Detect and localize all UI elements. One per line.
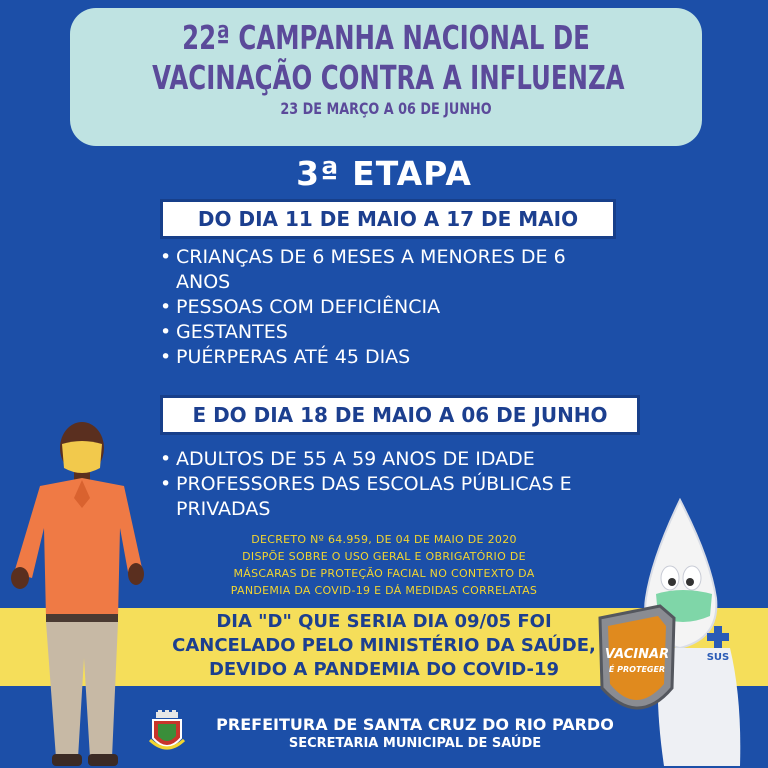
decree-line: PANDEMIA DA COVID-19 E DÁ MEDIDAS CORRELATAS xyxy=(230,584,538,597)
sus-badge: SUS xyxy=(706,652,730,663)
man-with-mask-illustration xyxy=(0,418,170,768)
campaign-title-line1: 22ª CAMPANHA NACIONAL DE xyxy=(182,18,590,57)
decree-line: DECRETO Nº 64.959, DE 04 DE MAIO DE 2020 xyxy=(251,533,517,546)
footer-secretariat: SECRETARIA MUNICIPAL DE SAÚDE xyxy=(288,736,542,751)
list-item: • GESTANTES xyxy=(158,320,608,345)
campaign-period: 23 DE MARÇO A 06 DE JUNHO xyxy=(280,99,492,118)
shield-text: VACINAR xyxy=(604,647,670,662)
footer xyxy=(195,715,635,752)
list-item: • PESSOAS COM DEFICIÊNCIA xyxy=(158,295,608,320)
decree-text xyxy=(170,531,598,599)
stage-title: 3ª ETAPA xyxy=(296,154,472,193)
notice-line: DIA "D" QUE SERIA DIA 09/05 FOI xyxy=(216,611,552,632)
title-box xyxy=(70,8,702,146)
priority-group-list-1 xyxy=(158,245,608,370)
decree-line: DISPÕE SOBRE O USO GERAL E OBRIGATÓRIO DE xyxy=(242,550,526,563)
list-item: • CRIANÇAS DE 6 MESES A MENORES DE 6 ANOS xyxy=(158,245,608,295)
date-range-2: E DO DIA 18 DE MAIO A 06 DE JUNHO xyxy=(160,395,640,435)
list-item: • PUÉRPERAS ATÉ 45 DIAS xyxy=(158,345,608,370)
municipal-coat-of-arms xyxy=(148,710,186,756)
notice-text xyxy=(168,610,600,682)
notice-line: CANCELADO PELO MINISTÉRIO DA SAÚDE, xyxy=(172,635,596,656)
list-item: • PROFESSORES DAS ESCOLAS PÚBLICAS E PRIVADAS xyxy=(158,472,618,522)
notice-line: DEVIDO A PANDEMIA DO COVID-19 xyxy=(208,659,560,680)
shield-subtext: É PROTEGER xyxy=(608,665,666,674)
list-item: • ADULTOS DE 55 A 59 ANOS DE IDADE xyxy=(158,447,618,472)
footer-city-hall: PREFEITURA DE SANTA CRUZ DO RIO PARDO xyxy=(216,715,614,734)
date-range-1: DO DIA 11 DE MAIO A 17 DE MAIO xyxy=(160,199,616,239)
campaign-title-line2: VACINAÇÃO CONTRA A INFLUENZA xyxy=(152,58,625,97)
priority-group-list-2 xyxy=(158,447,618,522)
decree-line: MÁSCARAS DE PROTEÇÃO FACIAL NO CONTEXTO DA xyxy=(233,567,535,580)
